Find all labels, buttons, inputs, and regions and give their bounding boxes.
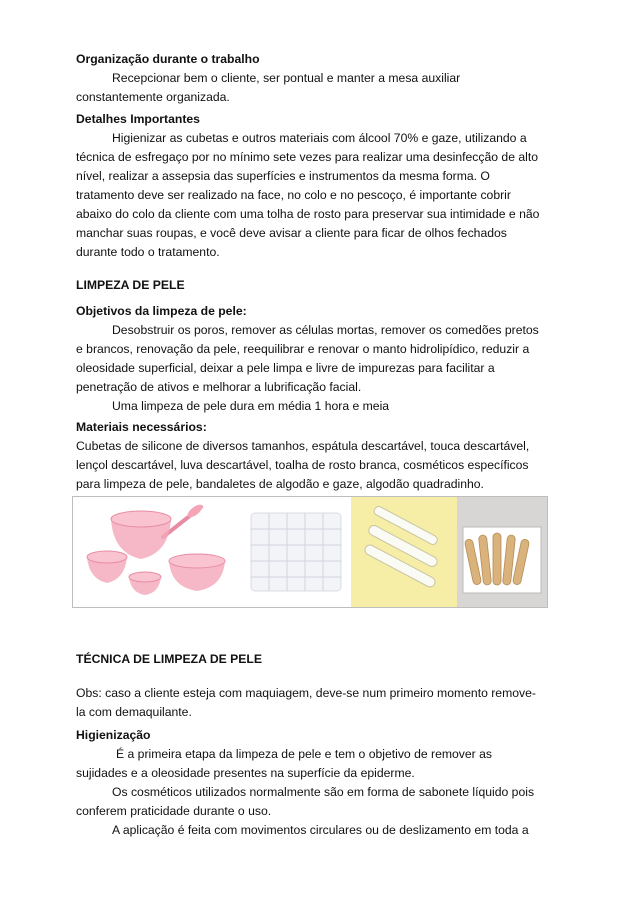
- limpeza-title: LIMPEZA DE PELE: [76, 278, 185, 292]
- detalhes-line: abaixo do colo da cliente com uma tolha de rosto para preservar sua intimidade e não: [76, 207, 540, 221]
- section-higienizacao: [76, 726, 570, 840]
- pink-bowls-illustration: [73, 497, 239, 607]
- wooden-spatulas-illustration: [457, 497, 547, 607]
- pink-bowls-photo: [73, 497, 239, 607]
- higienizacao-heading: Higienização: [76, 728, 151, 742]
- objetivos-line: e brancos, renovação da pele, reequilibrar e renovar o manto hidrolipídico, reduzir a: [76, 342, 530, 356]
- organizacao-heading: Organização durante o trabalho: [76, 52, 260, 66]
- higienizacao-p3-line: A aplicação é feita com movimentos circulares ou de deslizamento em toda a: [112, 823, 529, 837]
- materiais-line: lençol descartável, luva descartável, toalha de rosto branca, cosméticos específicos: [76, 458, 529, 472]
- wooden-spatulas-photo: [457, 497, 547, 607]
- objetivos-heading: Objetivos da limpeza de pele:: [76, 304, 247, 318]
- detalhes-line: técnica de esfregaço por no mínimo sete vezes para realizar uma desinfecção de alto: [76, 150, 539, 164]
- spatulas-illustration: [351, 497, 457, 607]
- detalhes-line: nível, realizar a assepsia das superfícies e instrumentos da mesma forma. O: [76, 169, 490, 183]
- spatulas-photo: [351, 497, 457, 607]
- section-tecnica-title: [76, 650, 570, 669]
- organizacao-text-line1: Recepcionar bem o cliente, ser pontual e manter a mesa auxiliar: [112, 71, 461, 85]
- objetivos-line: oleosidade superficial, deixar a pele limpa e livre de impurezas para facilitar a: [76, 361, 495, 375]
- obs-line: Obs: caso a cliente esteja com maquiagem, deve-se num primeiro momento remove-: [76, 686, 536, 700]
- materiais-line: para limpeza de pele, bandaletes de algodão e gaze, algodão quadradinho.: [76, 477, 484, 491]
- section-detalhes: [76, 110, 570, 262]
- detalhes-line: durante todo o tratamento.: [76, 245, 220, 259]
- obs-line: la com demaquilante.: [76, 705, 192, 719]
- duracao-line: Uma limpeza de pele dura em média 1 hora e meia: [112, 399, 390, 413]
- materiais-line: Cubetas de silicone de diversos tamanhos, espátula descartável, touca descartável,: [76, 439, 530, 453]
- materiais-heading: Materiais necessários:: [76, 420, 207, 434]
- section-organizacao: [76, 50, 570, 107]
- detalhes-heading: Detalhes Importantes: [76, 112, 200, 126]
- section-objetivos: [76, 302, 570, 416]
- detalhes-line: tratamento deve ser realizado na face, no colo e no pescoço, é importante cobrir: [76, 188, 511, 202]
- materials-photo-strip: [72, 496, 548, 608]
- section-obs: [76, 684, 570, 722]
- cotton-squares-illustration: [239, 497, 351, 607]
- detalhes-line: manchar suas roupas, e você deve avisar a cliente para ficar de olhos fechados: [76, 226, 507, 240]
- higienizacao-p2-line: Os cosméticos utilizados normalmente são em forma de sabonete líquido pois: [112, 785, 535, 799]
- higienizacao-p1-line: sujidades e a oleosidade presentes na superfície da epiderme.: [76, 766, 415, 780]
- tecnica-title: TÉCNICA DE LIMPEZA DE PELE: [76, 652, 262, 666]
- section-materiais: [76, 418, 570, 494]
- organizacao-text-line2: constantemente organizada.: [76, 90, 230, 104]
- objetivos-line: penetração de ativos e melhorar a lubrificação facial.: [76, 380, 362, 394]
- higienizacao-p1-line: É a primeira etapa da limpeza de pele e tem o objetivo de remover as: [116, 747, 492, 761]
- detalhes-line: Higienizar as cubetas e outros materiais com álcool 70% e gaze, utilizando a: [112, 131, 527, 145]
- cotton-squares-photo: [239, 497, 351, 607]
- section-limpeza-title: [76, 276, 570, 295]
- objetivos-line: Desobstruir os poros, remover as células mortas, remover os comedões pretos: [112, 323, 539, 337]
- higienizacao-p2-line: conferem praticidade durante o uso.: [76, 804, 272, 818]
